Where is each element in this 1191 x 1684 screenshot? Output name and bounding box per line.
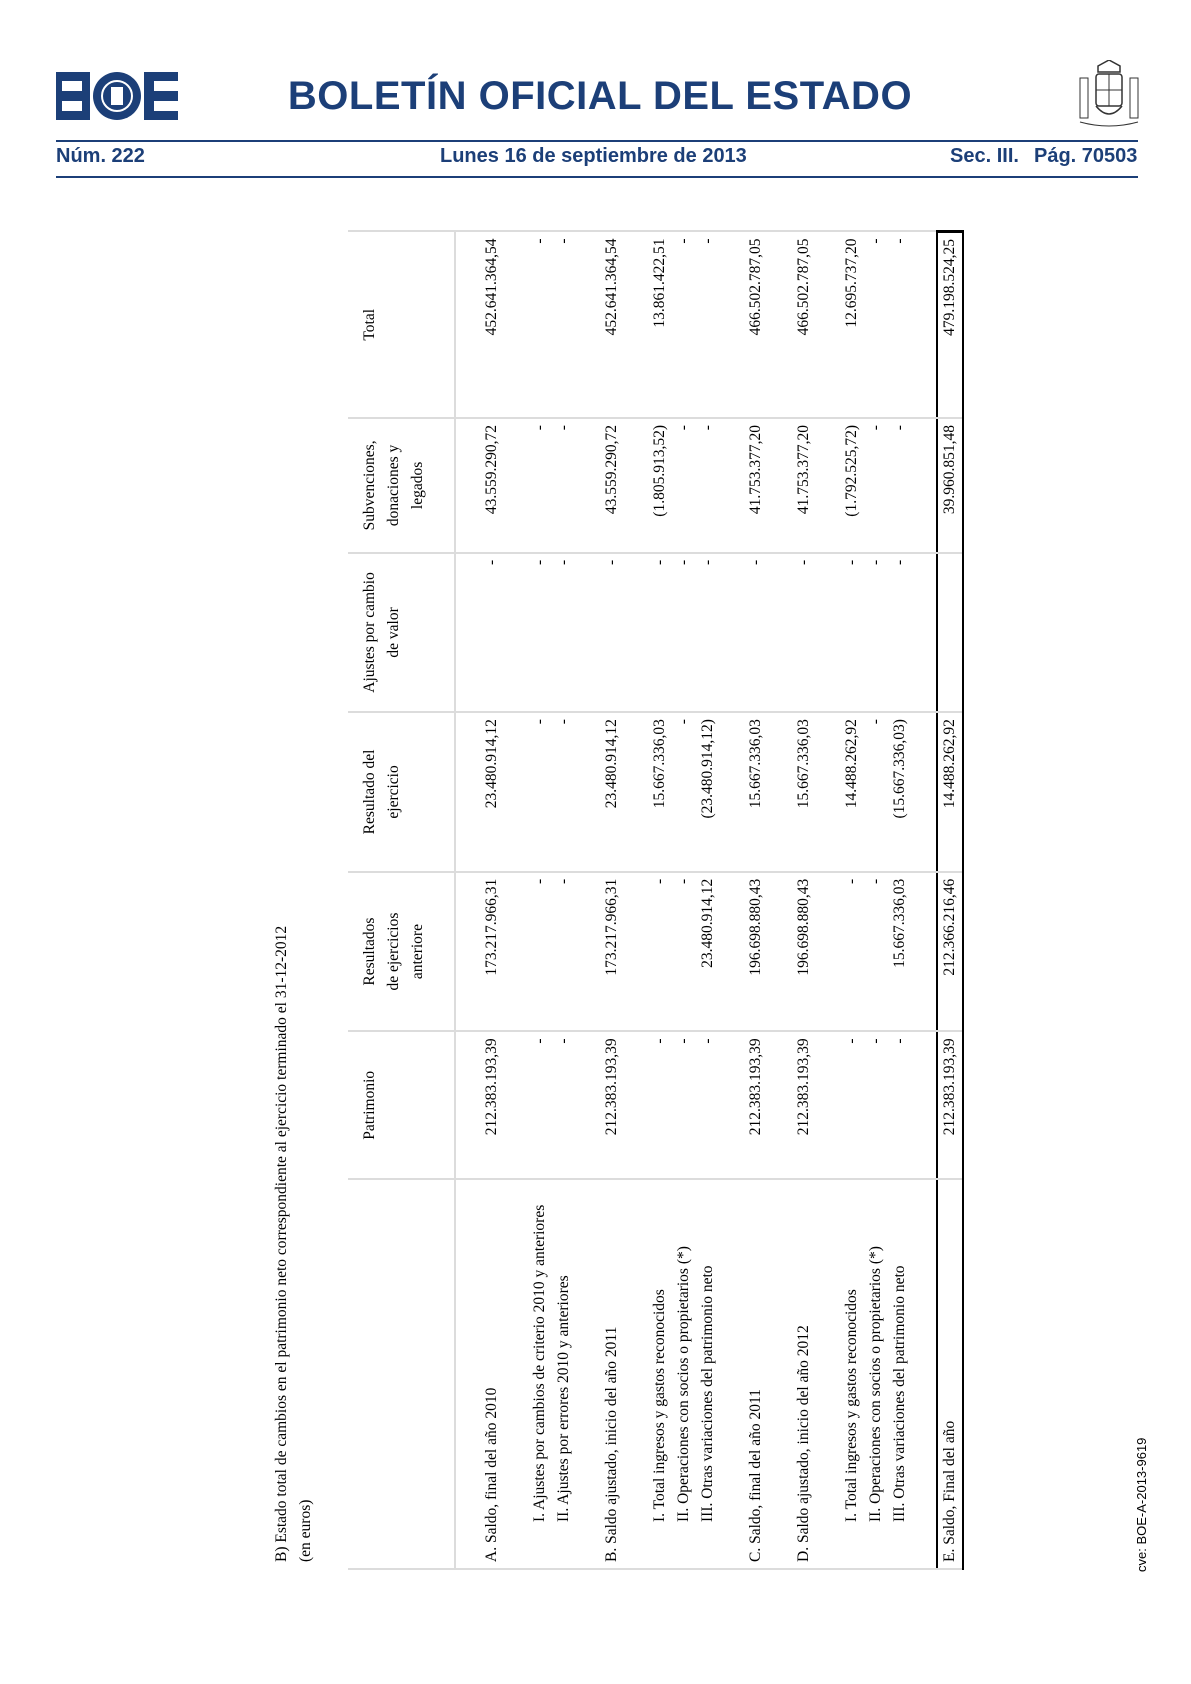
cell-ajustes: - <box>864 553 888 712</box>
cell-resultados-anteriores: 196.698.880,43 <box>792 872 816 1032</box>
spacer-row <box>576 232 600 1570</box>
cell-resultados-anteriores: 173.217.966,31 <box>600 872 624 1032</box>
row-label: E. Saldo, Final del año <box>937 1179 963 1569</box>
table-row <box>672 232 696 1570</box>
header-ajustes: Ajustes por cambio de valor <box>348 553 455 712</box>
cell-patrimonio: - <box>864 1031 888 1179</box>
cell-total: 452.641.364,54 <box>600 232 624 419</box>
cell-resultado-ejercicio: 15.667.336,03 <box>744 712 768 872</box>
spacer-row <box>624 232 648 1570</box>
cell-ajustes: - <box>648 553 672 712</box>
cell-subvenciones: 39.960.851,48 <box>937 418 963 553</box>
row-label: B. Saldo ajustado, inicio del año 2011 <box>600 1179 624 1569</box>
table-row <box>600 232 624 1570</box>
cell-ajustes <box>937 553 963 712</box>
table-row <box>528 232 552 1570</box>
row-label: II. Operaciones con socios o propietarios (*) <box>672 1179 696 1569</box>
page-number: Pág. 70503 <box>1034 145 1138 167</box>
cell-total: - <box>528 232 552 419</box>
row-label: II. Ajustes por errores 2010 y anteriores <box>552 1179 576 1569</box>
spacer-row <box>504 232 528 1570</box>
table-row <box>480 232 504 1570</box>
cell-patrimonio: 212.383.193,39 <box>937 1031 963 1179</box>
cell-subvenciones: - <box>672 418 696 553</box>
cell-subvenciones: 41.753.377,20 <box>744 418 768 553</box>
row-label: III. Otras variaciones del patrimonio neto <box>888 1179 912 1569</box>
table-row-final <box>937 232 963 1570</box>
row-label: I. Total ingresos y gastos reconocidos <box>648 1179 672 1569</box>
cell-total: 452.641.364,54 <box>480 232 504 419</box>
table-row <box>648 232 672 1570</box>
cell-resultados-anteriores: - <box>552 872 576 1032</box>
cell-total: 12.695.737,20 <box>840 232 864 419</box>
cell-total: 13.861.422,51 <box>648 232 672 419</box>
cell-total: - <box>864 232 888 419</box>
table-row <box>864 232 888 1570</box>
equity-changes-table <box>348 230 964 1570</box>
caption-title: B) Estado total de cambios en el patrimonio neto correspondiente al ejercicio terminado el 31-12-2012 <box>273 925 290 1562</box>
cell-ajustes: - <box>528 553 552 712</box>
cell-resultado-ejercicio: 23.480.914,12 <box>600 712 624 872</box>
header-subvenciones: Subvenciones, donaciones y legados <box>348 418 455 553</box>
cell-patrimonio: - <box>696 1031 720 1179</box>
row-label: I. Ajustes por cambios de criterio 2010 y anteriores <box>528 1179 552 1569</box>
cell-resultado-ejercicio: (23.480.914,12) <box>696 712 720 872</box>
cell-patrimonio: - <box>672 1031 696 1179</box>
cell-resultados-anteriores: - <box>672 872 696 1032</box>
header-total: Total <box>348 232 455 419</box>
cell-total: - <box>552 232 576 419</box>
cell-total: - <box>888 232 912 419</box>
row-label: II. Operaciones con socios o propietarios (*) <box>864 1179 888 1569</box>
caption-units: (en euros) <box>297 1499 314 1562</box>
spacer-row <box>768 232 792 1570</box>
table-row <box>552 232 576 1570</box>
cell-total: - <box>696 232 720 419</box>
cell-resultados-anteriores: - <box>840 872 864 1032</box>
coat-of-arms-icon <box>1078 60 1140 130</box>
header-rule-top <box>56 140 1138 142</box>
issue-number: Núm. 222 <box>56 145 145 167</box>
cell-resultado-ejercicio: 14.488.262,92 <box>937 712 963 872</box>
cell-resultados-anteriores: 196.698.880,43 <box>744 872 768 1032</box>
header-rule-bottom <box>56 176 1138 178</box>
table-row <box>888 232 912 1570</box>
table-row <box>696 232 720 1570</box>
cell-resultado-ejercicio: - <box>864 712 888 872</box>
cve-code: cve: BOE-A-2013-9619 <box>1134 1437 1149 1572</box>
row-label: A. Saldo, final del año 2010 <box>480 1179 504 1569</box>
row-label: D. Saldo ajustado, inicio del año 2012 <box>792 1179 816 1569</box>
cell-patrimonio: - <box>552 1031 576 1179</box>
cell-patrimonio: 212.383.193,39 <box>480 1031 504 1179</box>
cell-ajustes: - <box>672 553 696 712</box>
cell-subvenciones: - <box>864 418 888 553</box>
cell-resultado-ejercicio: - <box>552 712 576 872</box>
cell-resultado-ejercicio: 15.667.336,03 <box>648 712 672 872</box>
cell-subvenciones: 43.559.290,72 <box>480 418 504 553</box>
spacer-row <box>720 232 744 1570</box>
cell-total: 479.198.524,25 <box>937 232 963 419</box>
cell-resultado-ejercicio: 14.488.262,92 <box>840 712 864 872</box>
cell-subvenciones: - <box>528 418 552 553</box>
cell-ajustes: - <box>600 553 624 712</box>
cell-subvenciones: (1.805.913,52) <box>648 418 672 553</box>
cell-total: 466.502.787,05 <box>744 232 768 419</box>
table-row <box>744 232 768 1570</box>
table-row <box>840 232 864 1570</box>
spacer-row <box>455 232 480 1570</box>
issue-date: Lunes 16 de septiembre de 2013 <box>440 145 747 167</box>
row-label: C. Saldo, final del año 2011 <box>744 1179 768 1569</box>
cell-resultados-anteriores: 212.366.216,46 <box>937 872 963 1032</box>
cell-resultado-ejercicio: - <box>528 712 552 872</box>
cell-ajustes: - <box>696 553 720 712</box>
spacer-row <box>912 232 937 1570</box>
header-resultado-ejercicio: Resultado del ejercicio <box>348 712 455 872</box>
statement-caption <box>270 220 318 1562</box>
header-resultados-anteriores: Resultados de ejercicios anteriore <box>348 872 455 1032</box>
cell-resultado-ejercicio: 15.667.336,03 <box>792 712 816 872</box>
cell-ajustes: - <box>792 553 816 712</box>
cell-resultados-anteriores: - <box>864 872 888 1032</box>
cell-subvenciones: (1.792.525,72) <box>840 418 864 553</box>
cell-patrimonio: - <box>888 1031 912 1179</box>
cell-patrimonio: - <box>528 1031 552 1179</box>
row-label: III. Otras variaciones del patrimonio neto <box>696 1179 720 1569</box>
cell-resultado-ejercicio: - <box>672 712 696 872</box>
cell-ajustes: - <box>480 553 504 712</box>
cell-patrimonio: - <box>648 1031 672 1179</box>
cell-subvenciones: 41.753.377,20 <box>792 418 816 553</box>
cell-resultado-ejercicio: 23.480.914,12 <box>480 712 504 872</box>
page-title: BOLETÍN OFICIAL DEL ESTADO <box>287 74 913 118</box>
cell-subvenciones: - <box>888 418 912 553</box>
section-label: Sec. III. <box>950 145 1019 167</box>
cell-resultados-anteriores: 15.667.336,03 <box>888 872 912 1032</box>
table-row <box>792 232 816 1570</box>
cell-resultados-anteriores: 23.480.914,12 <box>696 872 720 1032</box>
cell-patrimonio: 212.383.193,39 <box>792 1031 816 1179</box>
cell-patrimonio: 212.383.193,39 <box>600 1031 624 1179</box>
cell-ajustes: - <box>840 553 864 712</box>
table-header-row <box>348 232 455 1570</box>
cell-subvenciones: - <box>696 418 720 553</box>
cell-ajustes: - <box>744 553 768 712</box>
rotated-statement <box>270 220 958 1570</box>
cell-ajustes: - <box>552 553 576 712</box>
header-patrimonio: Patrimonio <box>348 1031 455 1179</box>
cell-resultados-anteriores: - <box>528 872 552 1032</box>
row-label: I. Total ingresos y gastos reconocidos <box>840 1179 864 1569</box>
cell-total: - <box>672 232 696 419</box>
spacer-row <box>816 232 840 1570</box>
cell-resultado-ejercicio: (15.667.336,03) <box>888 712 912 872</box>
cell-total: 466.502.787,05 <box>792 232 816 419</box>
boe-logo <box>56 72 178 120</box>
cell-resultados-anteriores: - <box>648 872 672 1032</box>
cell-patrimonio: 212.383.193,39 <box>744 1031 768 1179</box>
cell-resultados-anteriores: 173.217.966,31 <box>480 872 504 1032</box>
cell-subvenciones: - <box>552 418 576 553</box>
cell-ajustes: - <box>888 553 912 712</box>
header-concept <box>348 1179 455 1569</box>
cell-subvenciones: 43.559.290,72 <box>600 418 624 553</box>
cell-patrimonio: - <box>840 1031 864 1179</box>
